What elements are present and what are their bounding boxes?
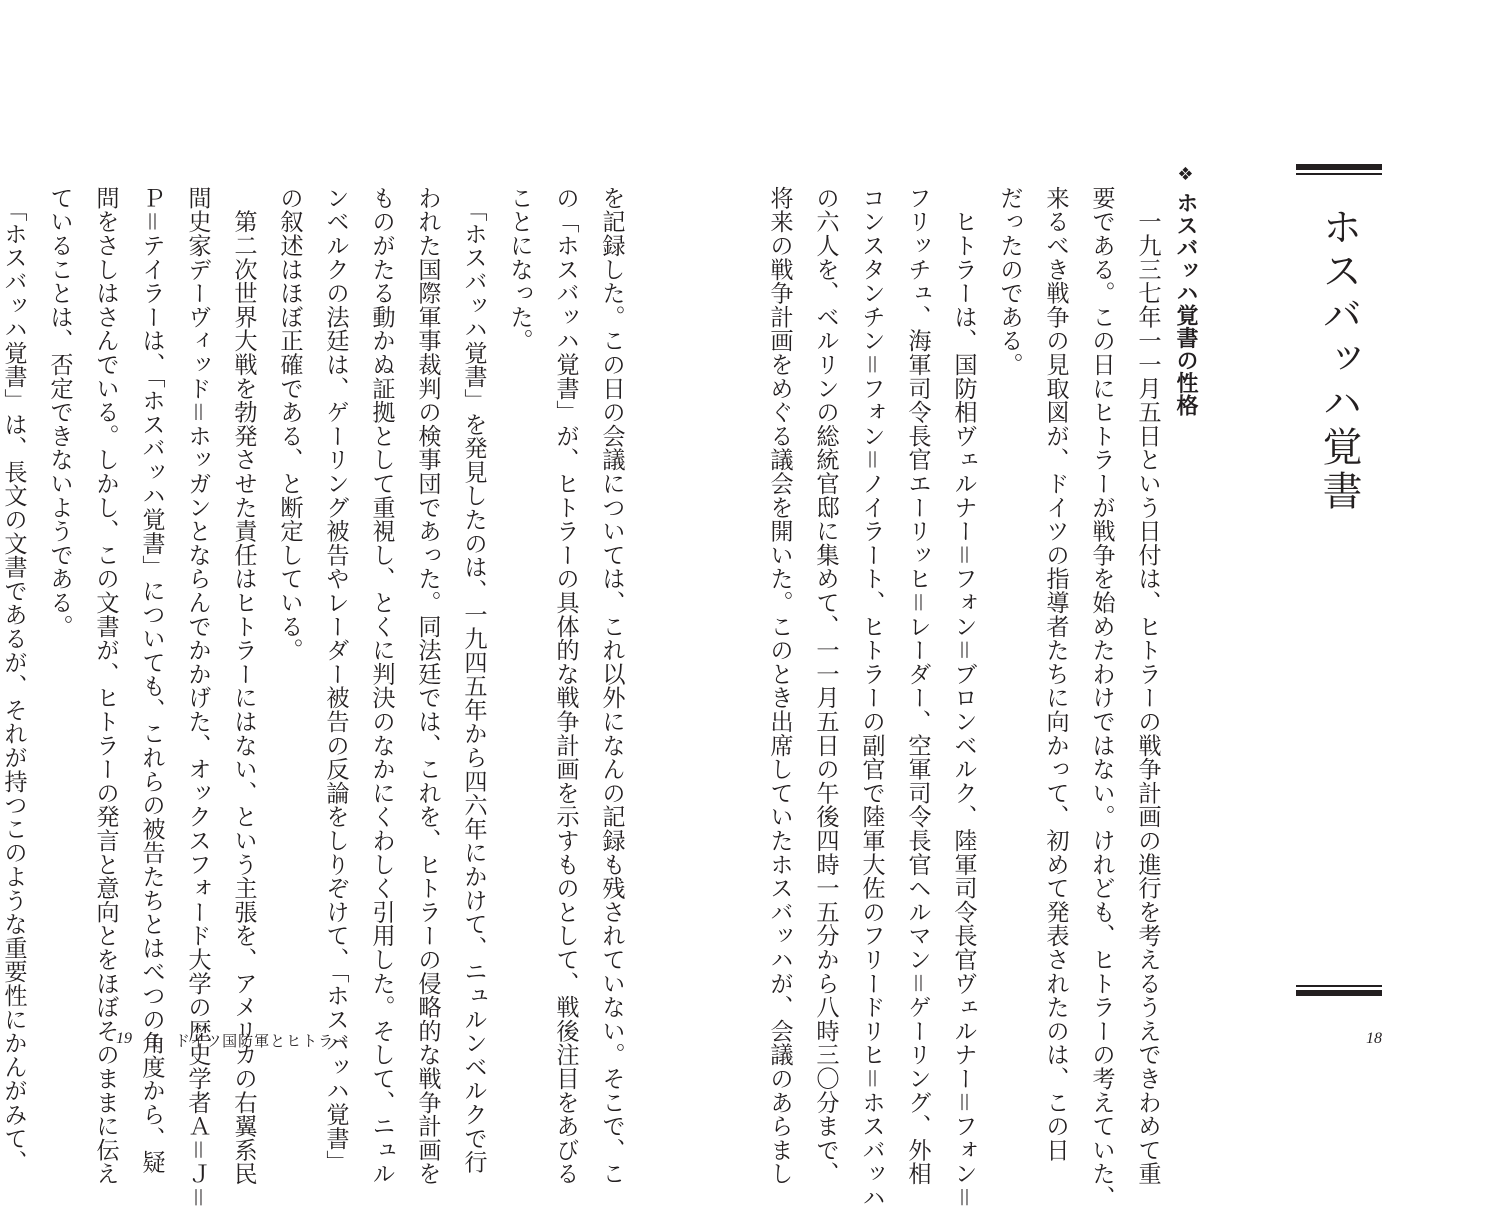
text-line: 要である。この日にヒトラーが戦争を始めたわけではない。けれども、ヒトラーの考えていた、 [1088, 186, 1115, 1209]
section-heading-text: ホスバッハ覚書の性格 [1173, 191, 1198, 417]
text-line: の「ホスバッハ覚書」が、ヒトラーの具体的な戦争計画を示すものとして、戦後注目をあびる [552, 186, 579, 1186]
text-line: 間史家デーヴィッド＝ホッガンとならんでかかげた、オックスフォード大学の歴史学者Ａ＝Ｊ＝ [184, 186, 211, 1209]
text-line: の叙述はほぼ正確である、と断定している。 [276, 186, 303, 662]
right-page-body [766, 186, 1170, 1209]
diamond-ornament-icon: ❖ [1175, 164, 1196, 186]
rule-divider [1296, 173, 1382, 175]
chapter-title-box [1296, 164, 1382, 996]
text-line: の六人を、ベルリンの総統官邸に集めて、一一月五日の午後四時一五分から八時三〇分まで、 [812, 186, 839, 1186]
text-line: 一九三七年一一月五日という日付は、ヒトラーの戦争計画の進行を考えるうえできわめて重 [1134, 186, 1161, 1186]
rule-divider [1296, 164, 1382, 170]
text-line: だったのである。 [996, 186, 1023, 377]
chapter-title: ホスバッハ覚書 [1316, 206, 1362, 514]
text-line: われた国際軍事裁判の検事団であった。同法廷では、これを、ヒトラーの侵略的な戦争計画を [414, 186, 441, 1186]
text-line: 問をさしはさんでいる。しかし、この文書が、ヒトラーの発言と意向とをほぼそのままに伝え [92, 186, 119, 1186]
right-page [750, 0, 1500, 1209]
text-line: コンスタンチン＝フォン＝ノイラート、ヒトラーの副官で陸軍大佐のフリードリヒ＝ホスバッハ [858, 186, 885, 1209]
text-line: 来るべき戦争の見取図が、ドイツの指導者たちに向かって、初めて発表されたのは、この日 [1042, 186, 1069, 1162]
page-number-right: 18 [1366, 1030, 1382, 1047]
text-line: を記録した。この日の会議については、これ以外になんの記録も残されていない。そこで、こ [598, 186, 625, 1186]
text-line: フリッチュ、海軍司令長官エーリッヒ＝レーダー、空軍司令長官ヘルマン＝ゲーリング、外相 [904, 186, 931, 1186]
section-heading [1170, 164, 1200, 417]
page-number-left: 19 [116, 1030, 132, 1047]
text-line: ことになった。 [506, 186, 533, 353]
rule-divider [1296, 990, 1382, 996]
text-line: Ｐ＝テイラーは、「ホスバッハ覚書」についても、これらの被告たちとはべつの角度から、疑 [138, 186, 165, 1174]
rule-divider [1296, 985, 1382, 987]
text-line: 「ホスバッハ覚書」を発見したのは、一九四五年から四六年にかけて、ニュルンベルクで行 [460, 186, 487, 1174]
text-line: 第二次世界大戦を勃発させた責任はヒトラーにはない、という主張を、アメリカの右翼系民 [230, 186, 257, 1186]
text-line: 「ホスバッハ覚書」は、長文の文書であるが、それが持つこのような重要性にかんがみて、 [0, 186, 27, 1174]
text-line: 将来の戦争計画をめぐる議会を開いた。このとき出席していたホスバッハが、会議のあらまし [766, 186, 793, 1186]
running-head: Ⅰ ドイツ国防軍とヒトラー [152, 1032, 351, 1050]
text-line: ものがたる動かぬ証拠として重視し、とくに判決のなかにくわしく引用した。そして、ニュル [368, 186, 395, 1186]
text-line: ンベルクの法廷は、ゲーリング被告やレーダー被告の反論をしりぞけて、「ホスバッハ覚書」 [322, 186, 349, 1174]
text-line: ヒトラーは、国防相ヴェルナー＝フォン＝ブロンベルク、陸軍司令長官ヴェルナー＝フォン＝ [950, 186, 977, 1209]
text-line: ていることは、否定できないようである。 [46, 186, 73, 639]
